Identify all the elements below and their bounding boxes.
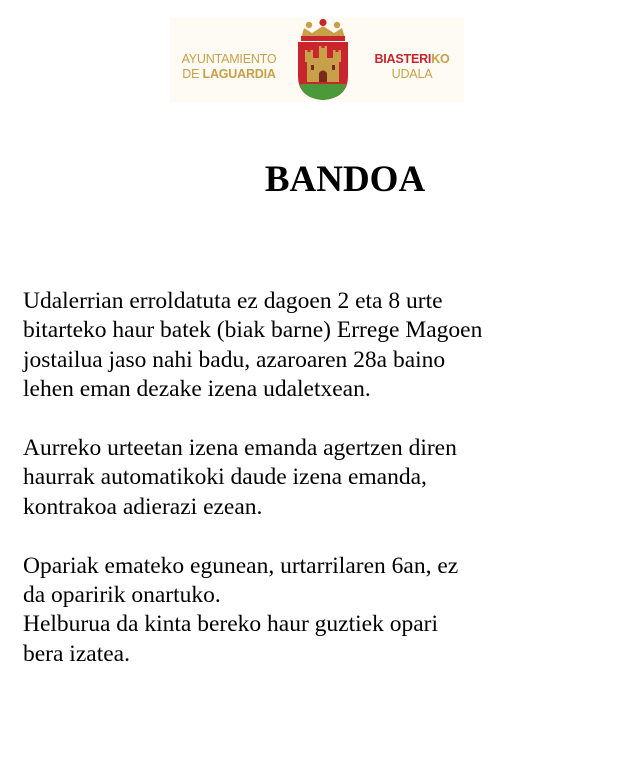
- paragraph-2: [23, 434, 623, 522]
- logo-right-line1-red: BIASTERI: [374, 52, 432, 66]
- paragraph-line: haurrak automatikoki daude izena emanda,: [23, 464, 427, 491]
- paragraph-line: da oparirik onartuko.: [23, 582, 221, 609]
- document-body: [23, 287, 623, 669]
- logo-right-line1-gold: KO: [431, 52, 450, 66]
- logo-left-line2-bold: LAGUARDIA: [202, 67, 276, 81]
- paragraph-line: jostailua jaso nahi badu, azaroaren 28a baino: [23, 346, 446, 373]
- paragraph-line: Opariak emateko egunean, urtarrilaren 6an, ez: [23, 552, 459, 579]
- coat-of-arms-icon: [292, 18, 354, 102]
- logo-left-line2-prefix: DE: [182, 67, 203, 81]
- paragraph-1: [23, 287, 623, 405]
- municipal-logo: [170, 18, 464, 102]
- logo-left-line1: AYUNTAMIENTO: [181, 52, 277, 66]
- logo-text-biasteri: [360, 52, 464, 82]
- paragraph-3: [23, 552, 623, 670]
- paragraph-spacer: [23, 405, 623, 434]
- paragraph-spacer: [23, 522, 623, 551]
- logo-text-laguardia: [170, 52, 288, 82]
- paragraph-line: Aurreko urteetan izena emanda agertzen diren: [23, 435, 457, 462]
- paragraph-line: Helburua da kinta bereko haur guztiek opari: [23, 611, 439, 638]
- paragraph-line: kontrakoa adierazi ezean.: [23, 493, 263, 520]
- logo-right-line2: UDALA: [391, 67, 433, 81]
- document-title: BANDOA: [264, 159, 426, 200]
- paragraph-line: bera izatea.: [23, 640, 130, 667]
- paragraph-line: lehen eman dezake izena udaletxean.: [23, 376, 371, 403]
- paragraph-line: Udalerrian erroldatuta ez dagoen 2 eta 8 urte: [23, 288, 443, 314]
- paragraph-line: bitarteko haur batek (biak barne) Errege Magoen: [23, 317, 483, 344]
